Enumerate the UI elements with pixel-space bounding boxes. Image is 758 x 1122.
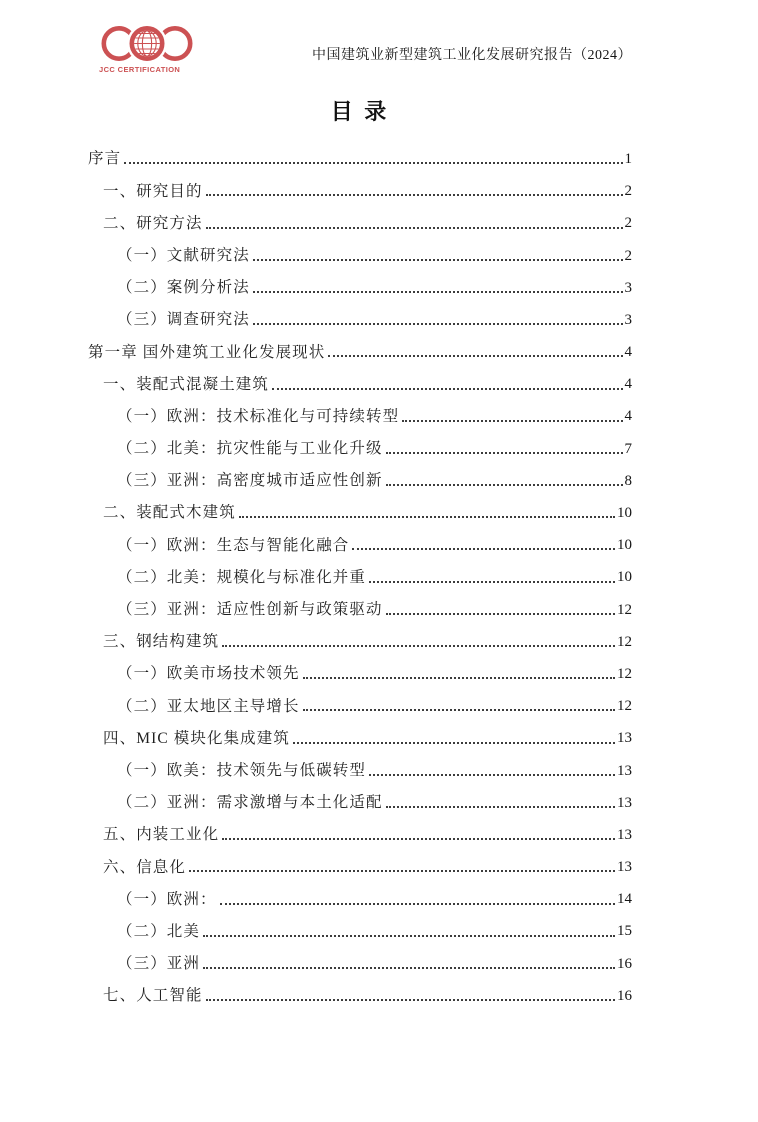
toc-entry-page: 13 xyxy=(617,794,632,811)
toc-dot-leader xyxy=(124,162,622,164)
toc-dot-leader xyxy=(386,484,623,486)
toc-entry-label: 二、研究方法 xyxy=(103,214,203,232)
toc-entry-label: （二）北美 xyxy=(117,922,201,940)
toc-entry[interactable] xyxy=(88,265,632,297)
toc-entry-page: 16 xyxy=(617,955,632,972)
toc-dot-leader xyxy=(206,194,623,196)
toc-entry-page: 10 xyxy=(617,537,632,554)
toc-dot-leader xyxy=(386,806,615,808)
toc-entry[interactable] xyxy=(88,844,632,876)
toc-dot-leader xyxy=(253,291,623,293)
toc-entry-page: 7 xyxy=(624,440,632,457)
toc-dot-leader xyxy=(386,613,615,615)
toc-dot-leader xyxy=(253,323,623,325)
toc-entry-page: 16 xyxy=(617,987,632,1004)
toc-entry-label: （三）亚洲 xyxy=(117,955,201,973)
toc-entry-label: 六、信息化 xyxy=(103,858,187,876)
toc-entry[interactable] xyxy=(88,876,632,908)
toc-entry[interactable] xyxy=(88,780,632,812)
toc-entry-label: 七、人工智能 xyxy=(103,987,203,1005)
toc-entry-label: 一、装配式混凝土建筑 xyxy=(103,375,270,393)
toc-entry-label: 三、钢结构建筑 xyxy=(103,633,220,651)
toc-entry[interactable] xyxy=(88,458,632,490)
toc-entry[interactable] xyxy=(88,619,632,651)
toc-entry-page: 2 xyxy=(624,215,632,232)
toc-entry-page: 2 xyxy=(624,183,632,200)
toc-entry[interactable] xyxy=(88,297,632,329)
toc-entry[interactable] xyxy=(88,748,632,780)
toc-entry-label: （一）欧洲：生态与智能化融合 xyxy=(117,536,350,554)
toc-entry-label: （三）亚洲：适应性创新与政策驱动 xyxy=(117,601,383,618)
report-header-title: 中国建筑业新型建筑工业化发展研究报告（2024） xyxy=(312,48,632,63)
toc-entry-page: 8 xyxy=(624,472,632,489)
toc-entry[interactable] xyxy=(88,394,632,426)
toc-dot-leader xyxy=(303,709,615,711)
toc-entry-label: （一）文献研究法 xyxy=(117,246,250,264)
toc-entry-label: 一、研究目的 xyxy=(103,182,203,200)
toc-entry[interactable] xyxy=(88,587,632,619)
toc-dot-leader xyxy=(203,935,615,937)
toc-dot-leader xyxy=(220,903,615,905)
toc-dot-leader xyxy=(352,548,615,550)
toc-entry-label: 第一章 国外建筑工业化发展现状 xyxy=(88,343,326,361)
toc-entry-label: （三）调查研究法 xyxy=(117,311,250,329)
toc-entry-label: 五、内装工业化 xyxy=(103,826,220,844)
toc-entry[interactable] xyxy=(88,554,632,586)
toc-entry-page: 14 xyxy=(617,891,632,908)
toc-entry-page: 13 xyxy=(617,826,632,843)
toc-entry-label: （三）亚洲：高密度城市适应性创新 xyxy=(117,472,383,490)
toc-heading: 目 录 xyxy=(330,99,390,124)
toc-list xyxy=(88,136,632,1005)
toc-entry[interactable] xyxy=(88,200,632,232)
toc-entry[interactable] xyxy=(88,233,632,265)
toc-entry-page: 10 xyxy=(617,505,632,521)
toc-entry-page: 10 xyxy=(617,569,632,586)
toc-dot-leader xyxy=(328,355,622,357)
toc-entry[interactable] xyxy=(88,812,632,844)
jcc-logo xyxy=(99,24,195,74)
toc-dot-leader xyxy=(206,999,615,1001)
toc-entry-page: 4 xyxy=(624,408,632,425)
toc-dot-leader xyxy=(203,967,615,969)
toc-entry[interactable] xyxy=(88,715,632,747)
toc-entry-page: 13 xyxy=(617,730,632,747)
toc-entry[interactable] xyxy=(88,941,632,973)
toc-entry-page: 12 xyxy=(617,698,632,715)
toc-entry-page: 4 xyxy=(624,344,632,361)
toc-entry-page: 1 xyxy=(624,150,632,167)
toc-entry-label: （二）亚洲：需求激增与本土化适配 xyxy=(117,794,383,812)
toc-dot-leader xyxy=(369,774,615,776)
toc-dot-leader xyxy=(386,452,623,454)
toc-entry[interactable] xyxy=(88,651,632,683)
toc-dot-leader xyxy=(189,870,615,872)
toc-entry[interactable] xyxy=(88,683,632,715)
toc-entry-label: （二）北美：抗灾性能与工业化升级 xyxy=(117,440,383,458)
toc-entry[interactable] xyxy=(88,522,632,554)
toc-dot-leader xyxy=(402,420,622,422)
toc-dot-leader xyxy=(239,516,615,518)
toc-entry-label: （一）欧洲： xyxy=(117,890,217,908)
toc-entry-label: 二、装配式木建筑 xyxy=(103,504,236,522)
toc-entry-page: 15 xyxy=(617,923,632,940)
toc-entry[interactable] xyxy=(88,426,632,458)
toc-entry-label: （一）欧美：技术领先与低碳转型 xyxy=(117,761,367,779)
toc-entry-label: 序言 xyxy=(88,150,122,168)
toc-dot-leader xyxy=(272,388,622,390)
toc-entry-label: （二）亚太地区主导增长 xyxy=(117,697,300,715)
toc-entry-page: 13 xyxy=(617,762,632,779)
toc-entry-page: 12 xyxy=(617,633,632,650)
toc-entry-page: 12 xyxy=(617,601,632,618)
toc-entry-label: （二）北美：规模化与标准化并重 xyxy=(117,568,367,586)
toc-entry[interactable] xyxy=(88,168,632,200)
jcc-rings-icon xyxy=(99,24,195,64)
logo-caption: JCC CERTIFICATION xyxy=(99,65,181,74)
toc-entry[interactable] xyxy=(88,490,632,522)
toc-entry[interactable] xyxy=(88,361,632,393)
toc-entry[interactable] xyxy=(88,909,632,941)
toc-entry-page: 12 xyxy=(617,665,632,682)
toc-entry[interactable] xyxy=(88,973,632,1005)
toc-dot-leader xyxy=(206,227,623,229)
toc-entry-page: 4 xyxy=(624,376,632,393)
toc-entry-page: 3 xyxy=(624,311,632,328)
toc-dot-leader xyxy=(369,581,615,583)
toc-entry-label: 四、MIC 模块化集成建筑 xyxy=(103,729,290,747)
toc-entry[interactable] xyxy=(88,329,632,361)
toc-dot-leader xyxy=(222,645,615,647)
toc-entry[interactable] xyxy=(88,136,632,168)
toc-entry-page: 2 xyxy=(624,247,632,264)
toc-entry-label: （一）欧洲：技术标准化与可持续转型 xyxy=(117,407,400,425)
toc-dot-leader xyxy=(293,742,615,744)
toc-dot-leader xyxy=(303,677,615,679)
toc-entry-page: 13 xyxy=(617,859,632,876)
toc-dot-leader xyxy=(222,838,615,840)
toc-dot-leader xyxy=(253,259,623,261)
toc-entry-label: （一）欧美市场技术领先 xyxy=(117,665,300,683)
toc-entry-label: （二）案例分析法 xyxy=(117,279,250,297)
toc-entry-page: 3 xyxy=(624,279,632,296)
